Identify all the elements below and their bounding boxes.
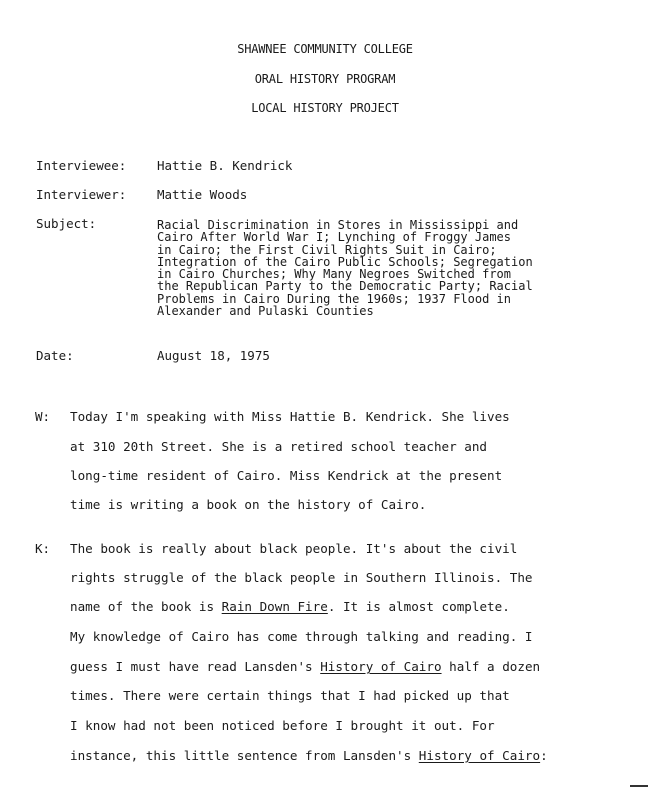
subject-line: in Cairo Churches; Why Many Negroes Switched from [157, 267, 512, 282]
date-label: Date: [36, 348, 74, 363]
k-text: . It is almost complete. [327, 599, 510, 614]
subject-line: in Cairo; the First Civil Rights Suit in Cairo; [157, 242, 497, 257]
subject-line: Racial Discrimination in Stores in Mississippi and [157, 218, 519, 232]
k-line: times. There were certain things that I had picked up that [70, 688, 510, 703]
k-text: half a dozen [441, 659, 541, 674]
k-text: name of the book is [70, 599, 222, 614]
college-heading: SHAWNEE COMMUNITY COLLEGE [237, 42, 413, 56]
book-title-history-of-cairo: History of Cairo [320, 659, 442, 674]
k-line: I know had not been noticed before I brought it out. For [70, 718, 495, 733]
k-line [70, 748, 548, 763]
program-heading: ORAL HISTORY PROGRAM [254, 72, 396, 86]
subject-line: Problems in Cairo During the 1960s; 1937 Flood in [157, 291, 512, 306]
k-line: The book is really about black people. It's about the civil [70, 541, 518, 556]
k-line [70, 599, 510, 614]
w-line: long-time resident of Cairo. Miss Kendrick at the present [70, 468, 503, 483]
speaker-k: K: [35, 541, 51, 556]
interviewee-label: Interviewee: [36, 158, 127, 173]
k-text: instance, this little sentence from Lansden's [70, 748, 419, 763]
k-line: rights struggle of the black people in Southern Illinois. The [70, 570, 533, 585]
w-line: time is writing a book on the history of Cairo. [70, 497, 427, 512]
w-line: at 310 20th Street. She is a retired school teacher and [70, 439, 488, 454]
book-title-rain-down-fire: Rain Down Fire [221, 599, 328, 614]
page-edge-mark [630, 785, 648, 787]
k-text: guess I must have read Lansden's [70, 659, 321, 674]
k-line [70, 659, 540, 674]
project-heading: LOCAL HISTORY PROJECT [251, 101, 399, 115]
w-line: Today I'm speaking with Miss Hattie B. Kendrick. She lives [70, 409, 510, 424]
interviewer-label: Interviewer: [36, 187, 127, 202]
subject-label: Subject: [36, 216, 97, 231]
interviewer-name: Mattie Woods [157, 187, 248, 202]
interview-date: August 18, 1975 [157, 348, 270, 363]
speaker-w: W: [35, 409, 51, 424]
book-title-history-of-cairo: History of Cairo [418, 748, 541, 763]
subject-line: Integration of the Cairo Public Schools; Segregation [157, 254, 533, 269]
interviewee-name: Hattie B. Kendrick [157, 158, 293, 173]
subject-text [157, 219, 627, 317]
subject-line: Alexander and Pulaski Counties [157, 304, 374, 319]
k-line: My knowledge of Cairo has come through talking and reading. I [70, 629, 533, 644]
subject-line: the Republican Party to the Democratic Party; Racial [157, 279, 533, 294]
k-text: : [540, 748, 548, 763]
subject-line: Cairo After World War I; Lynching of Froggy James [157, 230, 512, 245]
